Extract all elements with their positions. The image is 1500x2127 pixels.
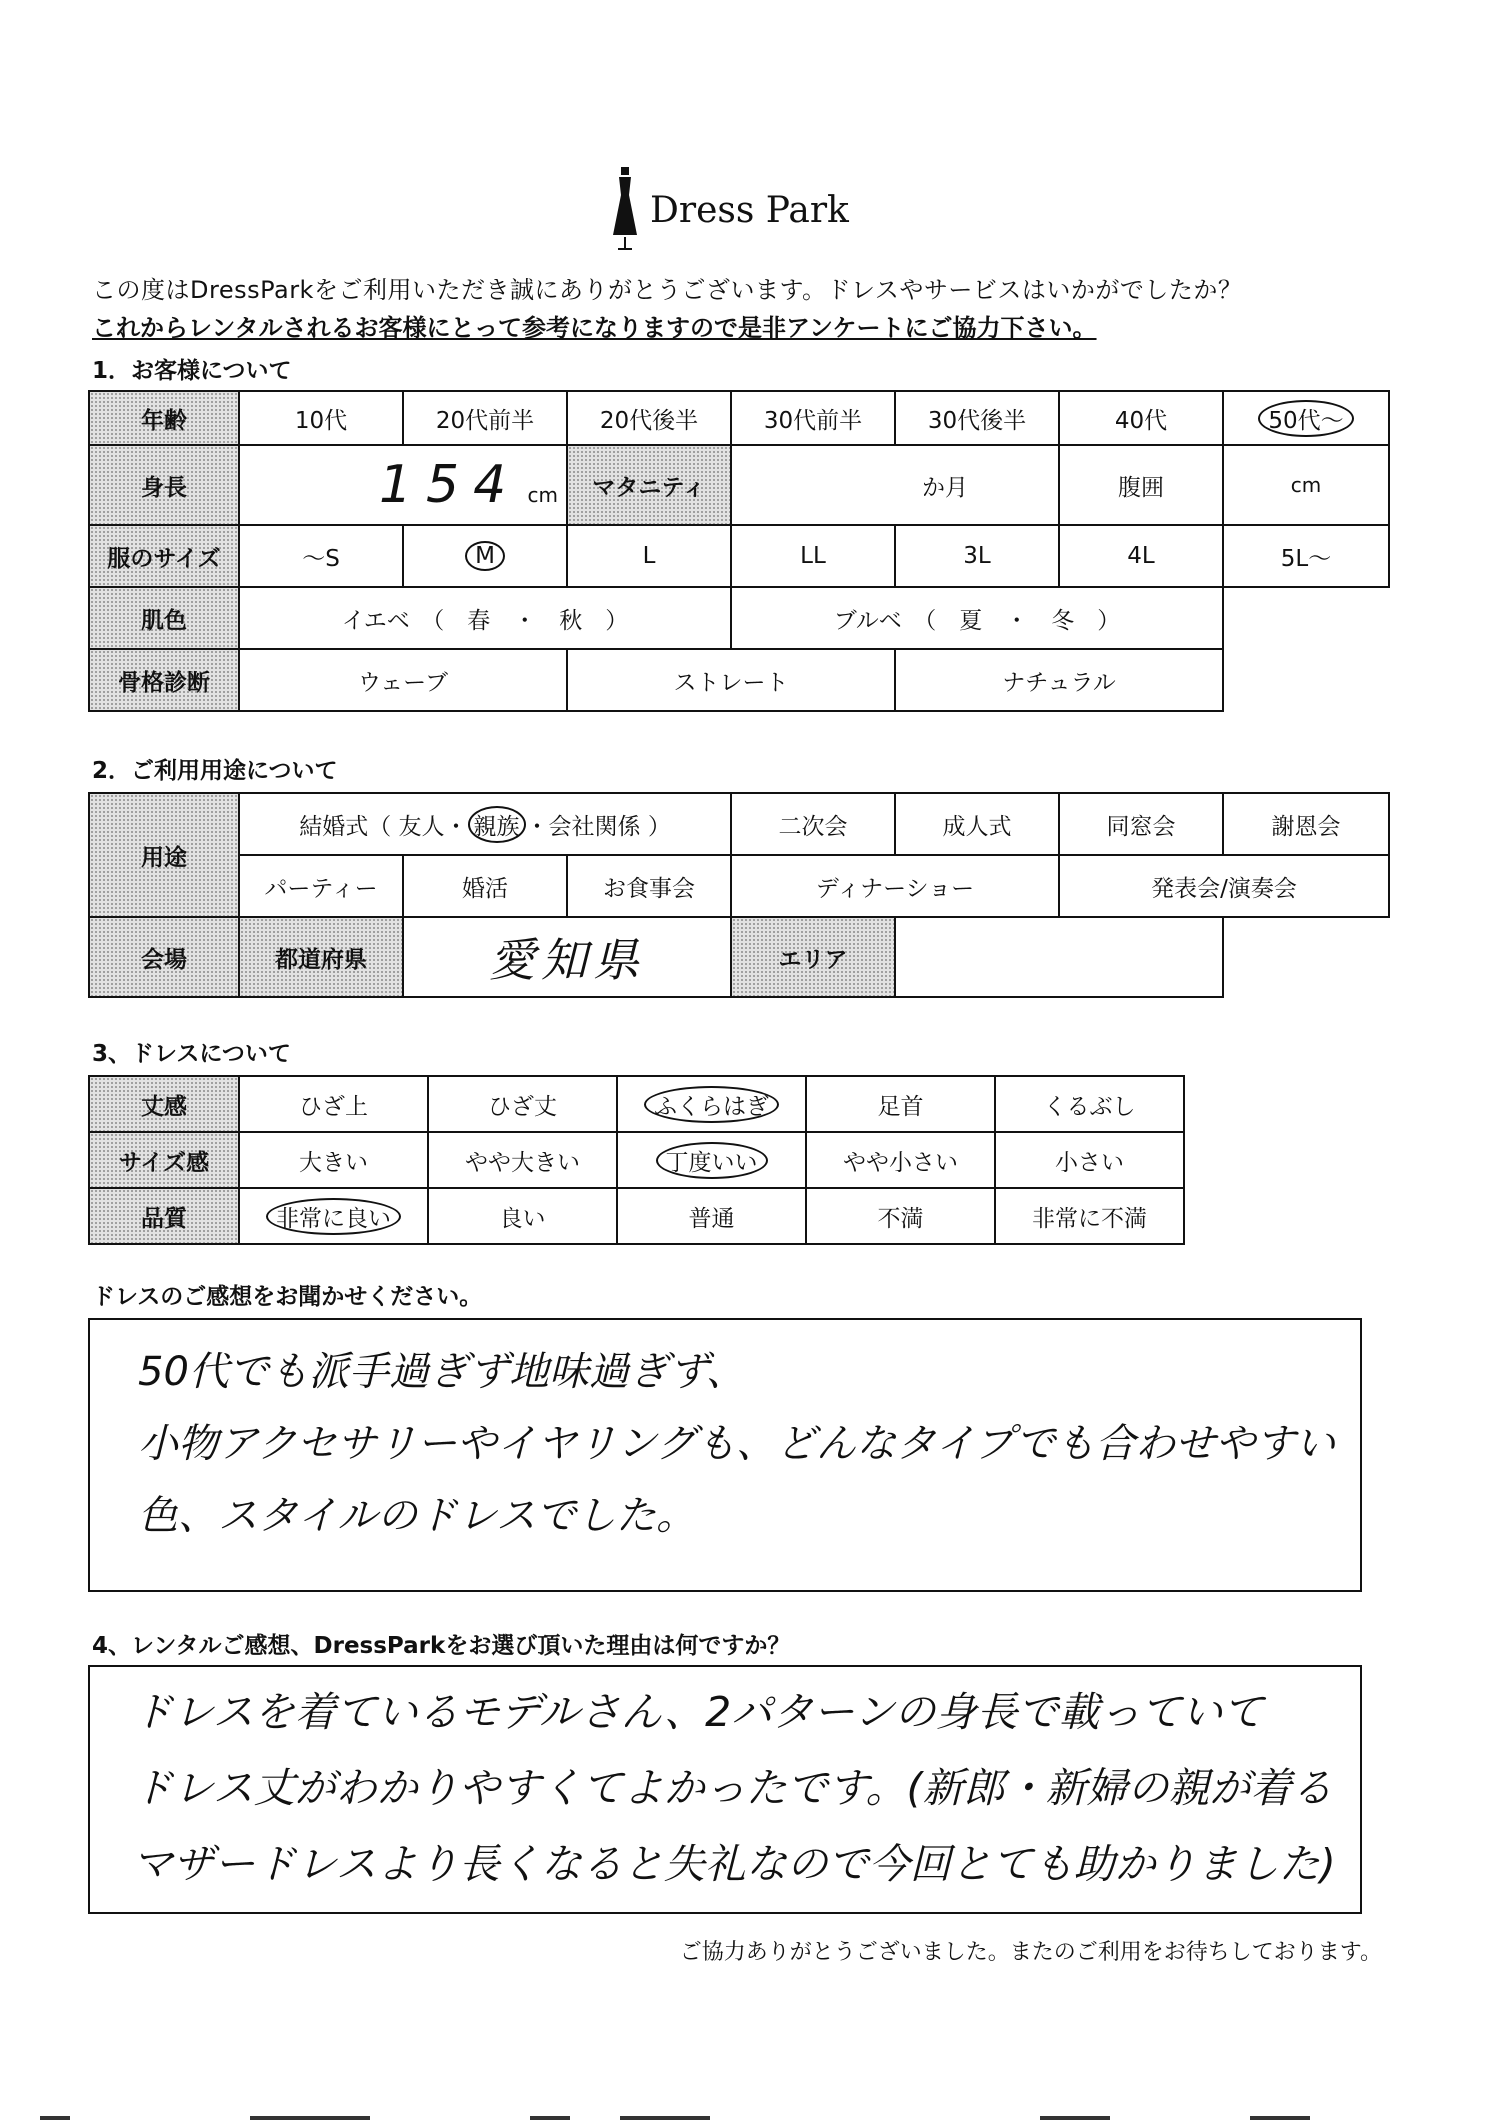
- wedding-prefix: 結婚式（ 友人・: [299, 813, 468, 840]
- quality-option-selected[interactable]: [239, 1188, 428, 1244]
- length-option[interactable]: ひざ上: [239, 1076, 428, 1132]
- section-2-title: 2．ご利用用途について: [92, 758, 338, 784]
- month-unit: か月: [922, 474, 968, 501]
- wedding-option[interactable]: [239, 793, 731, 855]
- skin-yellow-option[interactable]: イエベ （ 春 ・ 秋 ）: [239, 587, 731, 649]
- frame-option[interactable]: ナチュラル: [895, 649, 1223, 711]
- reason-line: ドレスを着ているモデルさん、2パターンの身長で載っていて: [132, 1688, 1264, 1736]
- age-row: [89, 391, 1389, 445]
- age-option[interactable]: 20代後半: [567, 391, 731, 445]
- quality-option[interactable]: 普通: [617, 1188, 806, 1244]
- purpose-option[interactable]: パーティー: [239, 855, 403, 917]
- length-option[interactable]: ひざ丈: [428, 1076, 617, 1132]
- waist-field[interactable]: [1223, 445, 1389, 525]
- customer-table: [88, 390, 1390, 712]
- section-4-title: 4、レンタルご感想、DressParkをお選び頂いた理由は何ですか？: [92, 1633, 791, 1659]
- quality-label: 品質: [89, 1188, 239, 1244]
- wedding-suffix: ・会社関係 ）: [525, 813, 671, 840]
- age-option[interactable]: 20代前半: [403, 391, 567, 445]
- purpose-option[interactable]: 二次会: [731, 793, 895, 855]
- fit-label: サイズ感: [89, 1132, 239, 1188]
- dress-table: [88, 1075, 1185, 1245]
- height-field[interactable]: [239, 445, 567, 525]
- fit-option[interactable]: 小さい: [995, 1132, 1184, 1188]
- dresspark-logo: [605, 165, 849, 255]
- quality-option[interactable]: 良い: [428, 1188, 617, 1244]
- purpose-label: 用途: [89, 793, 239, 917]
- length-row: [89, 1076, 1184, 1132]
- area-field[interactable]: [895, 917, 1223, 997]
- skin-blue-option[interactable]: ブルベ （ 夏 ・ 冬 ）: [731, 587, 1223, 649]
- size-option[interactable]: LL: [731, 525, 895, 587]
- age-label: 年齢: [89, 391, 239, 445]
- age-option[interactable]: 30代前半: [731, 391, 895, 445]
- age-option[interactable]: 10代: [239, 391, 403, 445]
- length-option[interactable]: くるぶし: [995, 1076, 1184, 1132]
- waist-unit: cm: [1290, 473, 1322, 497]
- scan-edge-marks: [0, 2110, 1500, 2127]
- height-value: 154: [378, 455, 521, 515]
- purpose-table: [88, 792, 1390, 998]
- purpose-row-1: [89, 793, 1389, 855]
- purpose-option[interactable]: お食事会: [567, 855, 731, 917]
- intro-line-1: この度はDressParkをご利用いただき誠にありがとうございます。ドレスやサービスはいかがでしたか？: [92, 276, 1243, 304]
- skin-row: [89, 587, 1389, 649]
- size-option[interactable]: ～S: [239, 525, 403, 587]
- closing-message: ご協力ありがとうございました。またのご利用をお待ちしております。: [679, 1940, 1382, 1965]
- venue-row: [89, 917, 1389, 997]
- frame-label: 骨格診断: [89, 649, 239, 711]
- fit-option-selected[interactable]: [617, 1132, 806, 1188]
- length-option[interactable]: 足首: [806, 1076, 995, 1132]
- size-option-selected[interactable]: [403, 525, 567, 587]
- purpose-row-2: [89, 855, 1389, 917]
- purpose-option[interactable]: 謝恩会: [1223, 793, 1389, 855]
- fit-option[interactable]: 大きい: [239, 1132, 428, 1188]
- logo-text: Dress Park: [650, 190, 849, 231]
- impression-prompt: ドレスのご感想をお聞かせください。: [92, 1284, 483, 1310]
- purpose-option[interactable]: 同窓会: [1059, 793, 1223, 855]
- frame-option[interactable]: ウェーブ: [239, 649, 567, 711]
- purpose-option[interactable]: 成人式: [895, 793, 1059, 855]
- maternity-months-field[interactable]: [731, 445, 1059, 525]
- prefecture-field[interactable]: [403, 917, 731, 997]
- selection-circle: 50代～: [1258, 400, 1353, 437]
- size-option[interactable]: 3L: [895, 525, 1059, 587]
- selection-circle: 丁度いい: [656, 1142, 768, 1179]
- fit-row: [89, 1132, 1184, 1188]
- age-option-selected[interactable]: [1223, 391, 1389, 445]
- selection-circle: M: [465, 541, 505, 571]
- selection-circle: ふくらはぎ: [644, 1086, 779, 1123]
- size-label: 服のサイズ: [89, 525, 239, 587]
- quality-option[interactable]: 不満: [806, 1188, 995, 1244]
- intro-line-2: これからレンタルされるお客様にとって参考になりますので是非アンケートにご協力下さい。: [92, 314, 1097, 342]
- impression-line: 小物アクセサリーやイヤリングも、どんなタイプでも合わせやすい: [138, 1421, 1336, 1467]
- waist-label: 腹囲: [1059, 445, 1223, 525]
- section-1-title: 1．お客様について: [92, 358, 292, 384]
- purpose-option[interactable]: ディナーショー: [731, 855, 1059, 917]
- frame-option[interactable]: ストレート: [567, 649, 895, 711]
- selection-circle: 非常に良い: [266, 1198, 401, 1235]
- size-option[interactable]: 5L～: [1223, 525, 1389, 587]
- reason-line: ドレス丈がわかりやすくてよかったです。(新郎・新婦の親が着る: [132, 1764, 1333, 1812]
- prefecture-label: 都道府県: [239, 917, 403, 997]
- venue-label: 会場: [89, 917, 239, 997]
- frame-row: [89, 649, 1389, 711]
- purpose-option[interactable]: 婚活: [403, 855, 567, 917]
- age-option[interactable]: 40代: [1059, 391, 1223, 445]
- length-label: 丈感: [89, 1076, 239, 1132]
- length-option-selected[interactable]: [617, 1076, 806, 1132]
- fit-option[interactable]: やや小さい: [806, 1132, 995, 1188]
- height-label: 身長: [89, 445, 239, 525]
- reason-box[interactable]: [88, 1665, 1362, 1914]
- impression-line: 50代でも派手過ぎず地味過ぎず、: [138, 1349, 746, 1395]
- height-row: [89, 445, 1389, 525]
- fit-option[interactable]: やや大きい: [428, 1132, 617, 1188]
- height-unit: cm: [527, 483, 558, 507]
- area-label: エリア: [731, 917, 895, 997]
- dress-icon: [605, 165, 645, 255]
- quality-option[interactable]: 非常に不満: [995, 1188, 1184, 1244]
- size-option[interactable]: 4L: [1059, 525, 1223, 587]
- section-3-title: 3、ドレスについて: [92, 1041, 291, 1067]
- maternity-label: マタニティ: [567, 445, 731, 525]
- impression-line: 色、スタイルのドレスでした。: [138, 1493, 696, 1539]
- impression-box[interactable]: [88, 1318, 1362, 1592]
- size-option[interactable]: L: [567, 525, 731, 587]
- prefecture-value: 愛知県: [489, 933, 646, 987]
- wedding-selected: 親族: [468, 806, 526, 843]
- skin-label: 肌色: [89, 587, 239, 649]
- quality-row: [89, 1188, 1184, 1244]
- reason-line: マザードレスより長くなると失礼なので今回とても助かりました): [132, 1840, 1336, 1888]
- purpose-option[interactable]: 発表会/演奏会: [1059, 855, 1389, 917]
- size-row: [89, 525, 1389, 587]
- age-option[interactable]: 30代後半: [895, 391, 1059, 445]
